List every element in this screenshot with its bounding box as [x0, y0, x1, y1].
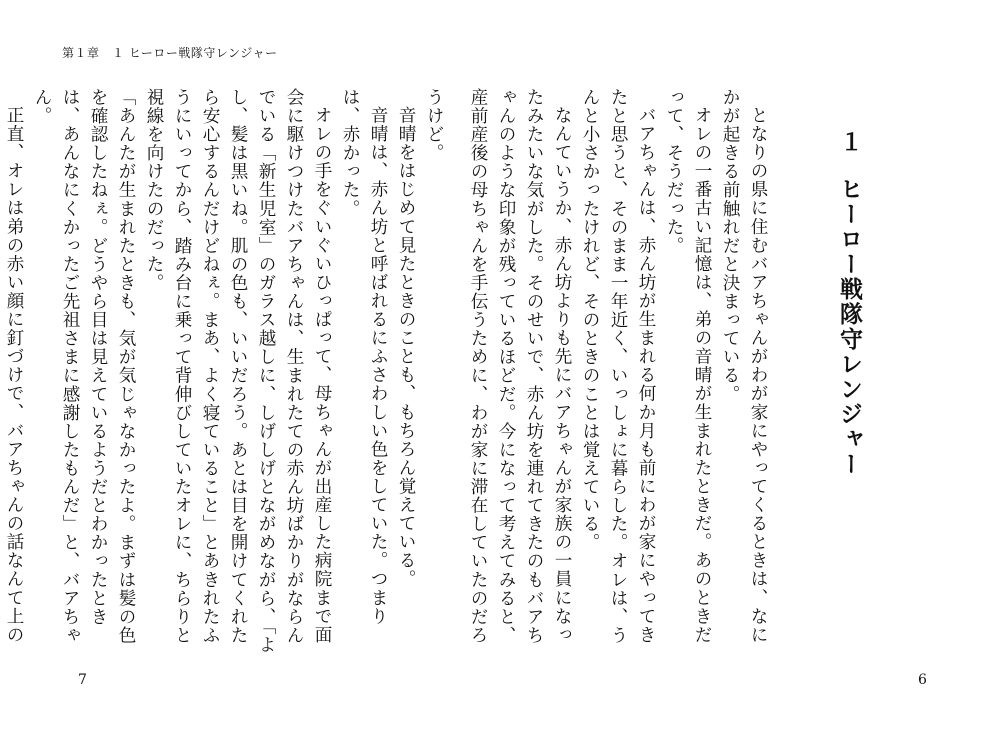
paragraph: オレの一番古い記憶は、弟の音晴が生まれたときだ。あのときだって、そうだった。 [664, 88, 712, 644]
paragraph: となりの県に住むバアちゃんがわが家にやってくるときは、なにかが起きる前触れだと決まっている。 [720, 88, 768, 644]
body-text [468, 88, 772, 658]
right-page [468, 0, 1000, 736]
paragraph: なんていうか、赤ん坊よりも先にバアちゃんが家族の一員になったみたいな気がした。そのせいで、赤ん坊を連れてきたのもバアちゃんのような印象が残っているほどだ。今になって考えてみると、産前産後の母ちゃんを手伝うために、わが家に滞在していたのだろ [468, 88, 572, 645]
paragraph: 音晴をはじめて見たときのことも、もちろん覚えている。 [396, 105, 416, 588]
paragraph: オレの手をぐいぐいひっぱって、母ちゃんが出産した病院まで面会に駆けつけたバアちゃんは、生まれたての赤ん坊ばかりがならんでいる「新生児室」のガラス越しに、しげしげとながめながら、「よし、髪は黒いね。肌の色も、いいだろう。あとは目を開けてくれたら安心するんだけどねぇ。まあ、よく寝ていること」とあきれたふうにいってから、踏み台に乗って背伸びしていたオレに、ちらりと視線を向けたのだった。 [144, 88, 332, 655]
paragraph: 「あんたが生まれたときも、気が気じゃなかったよ。まずは髪の色を確認したねぇ。どうやら目は見えているようだとわかったときは、あんなにくかったご先祖さまに感謝したもんだ」と、バアちゃん。 [32, 88, 136, 645]
page-number: 6 [918, 672, 927, 688]
chapter-number: １ [836, 130, 862, 155]
paragraph: うけど。 [424, 88, 444, 163]
paragraph: 正直、オレは弟の赤い顔に釘づけで、バアちゃんの話なんて上の [4, 105, 24, 644]
page-number: 7 [78, 672, 87, 688]
running-head: 第１章 １ ヒーロー戦隊守レンジャー [62, 46, 278, 60]
body-text [4, 88, 448, 658]
chapter-title: ヒーロー戦隊守レンジャー [836, 177, 862, 477]
paragraph: 音晴は、赤ん坊と呼ばれるにふさわしい色をしていた。つまりは、赤かった。 [340, 88, 388, 625]
chapter-heading [834, 130, 864, 477]
paragraph: バアちゃんは、赤ん坊が生まれる何か月も前にわが家にやってきたと思うと、そのまま一年近く、いっしょに暮らした。オレは、うんと小さかったけれど、そのときのことは覚えている。 [580, 88, 656, 645]
